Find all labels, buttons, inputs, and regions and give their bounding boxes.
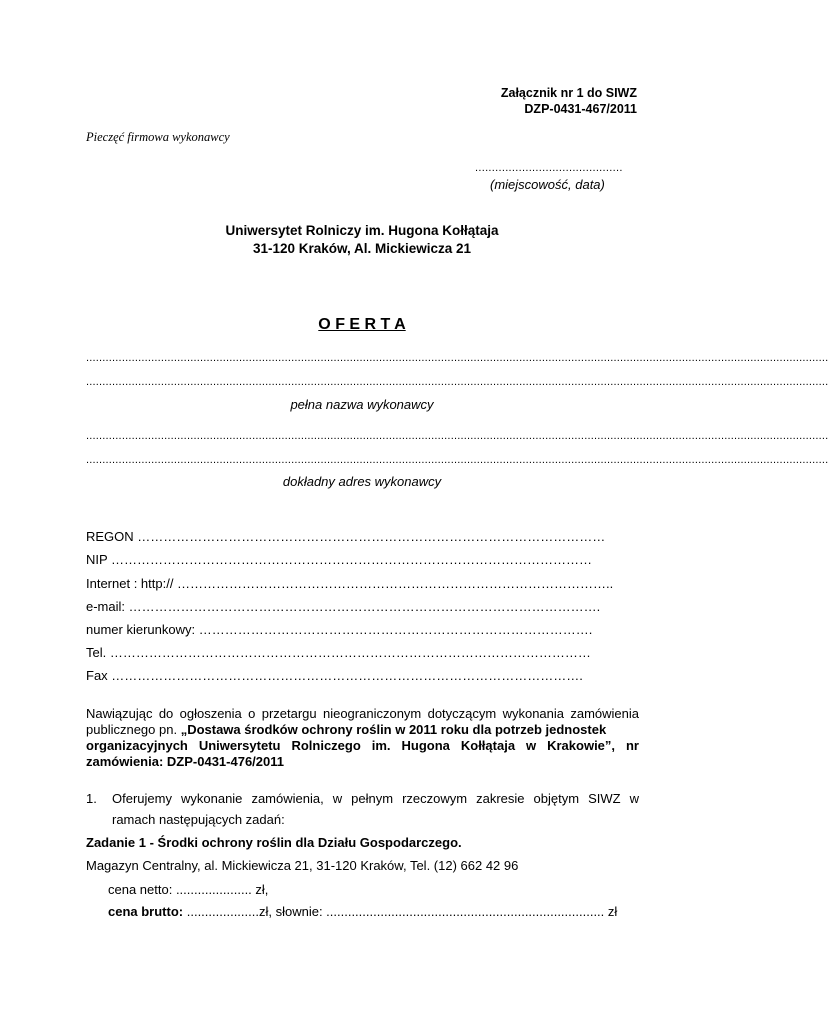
intro-line-3: organizacyjnych Uniwersytetu Rolniczego im. Hugona Kołłątaja w Krakowie”, nr xyxy=(86,738,639,753)
annex-label: Załącznik nr 1 do SIWZ xyxy=(500,86,637,100)
internet-field: Internet : http:// ……………………………………………………………………………………….. xyxy=(86,576,614,591)
item-1-line-1: Oferujemy wykonanie zamówienia, w pełnym rzeczowym zakresie objętym SIWZ w xyxy=(112,791,639,806)
area-code-field: numer kierunkowy: ………………………………………………………………………………. xyxy=(86,622,593,637)
reference-number: DZP-0431-467/2011 xyxy=(524,102,637,116)
contractor-name-line-1: .................................................................................................................................................................................................................................... xyxy=(86,352,828,364)
item-1-line-2: ramach następujących zadań: xyxy=(112,812,285,827)
place-date-dots: ............................................ xyxy=(475,162,623,174)
net-price-label: cena netto: xyxy=(108,882,173,897)
intro-line-1: Nawiązując do ogłoszenia o przetargu nieograniczonym dotyczącym wykonania zamówienia xyxy=(86,706,639,721)
task-1-location: Magazyn Centralny, al. Mickiewicza 21, 31-120 Kraków, Tel. (12) 662 42 96 xyxy=(86,858,519,873)
place-date-label: (miejscowość, data) xyxy=(490,177,605,192)
gross-price-value: ....................zł, słownie: ............................................................................. zł xyxy=(183,904,618,919)
regon-field: REGON ……………………………………………………………………………………………… xyxy=(86,529,606,544)
phone-field: Tel. ………………………………………………………………………………………………… xyxy=(86,645,591,660)
recipient-address: 31-120 Kraków, Al. Mickiewicza 21 xyxy=(252,241,472,256)
fax-field: Fax ………………………………………………………………………………………………. xyxy=(86,668,583,683)
item-1-number: 1. xyxy=(86,791,97,806)
intro-line-2-bold: „Dostawa środków ochrony roślin w 2011 roku dla potrzeb jednostek xyxy=(177,722,607,737)
net-price-value: ..................... zł, xyxy=(172,882,269,897)
contractor-address-label: dokładny adres wykonawcy xyxy=(282,474,442,489)
gross-price-label: cena brutto: xyxy=(108,904,184,919)
contractor-name-label: pełna nazwa wykonawcy xyxy=(290,397,434,412)
intro-line-2 xyxy=(86,722,639,737)
offer-title: O F E R T A xyxy=(318,316,406,333)
recipient-name: Uniwersytet Rolniczy im. Hugona Kołłątaja xyxy=(225,223,499,238)
contractor-address-line-2: .................................................................................................................................................................................................................................... xyxy=(86,454,828,466)
intro-line-4: zamówienia: DZP-0431-476/2011 xyxy=(86,754,284,769)
contractor-name-line-2: .................................................................................................................................................................................................................................... xyxy=(86,376,828,388)
email-field: e-mail: ………………………………………………………………………………………………. xyxy=(86,599,601,614)
company-stamp-label: Pieczęć firmowa wykonawcy xyxy=(86,130,230,144)
contractor-address-line-1: .................................................................................................................................................................................................................................... xyxy=(86,430,828,442)
intro-line-2-plain: publicznego pn. xyxy=(86,722,178,737)
task-1-gross-price xyxy=(108,904,617,919)
task-1-net-price xyxy=(108,882,268,897)
nip-field: NIP ………………………………………………………………………………………………… xyxy=(86,552,593,567)
task-1-title: Zadanie 1 - Środki ochrony roślin dla Działu Gospodarczego. xyxy=(86,835,462,850)
